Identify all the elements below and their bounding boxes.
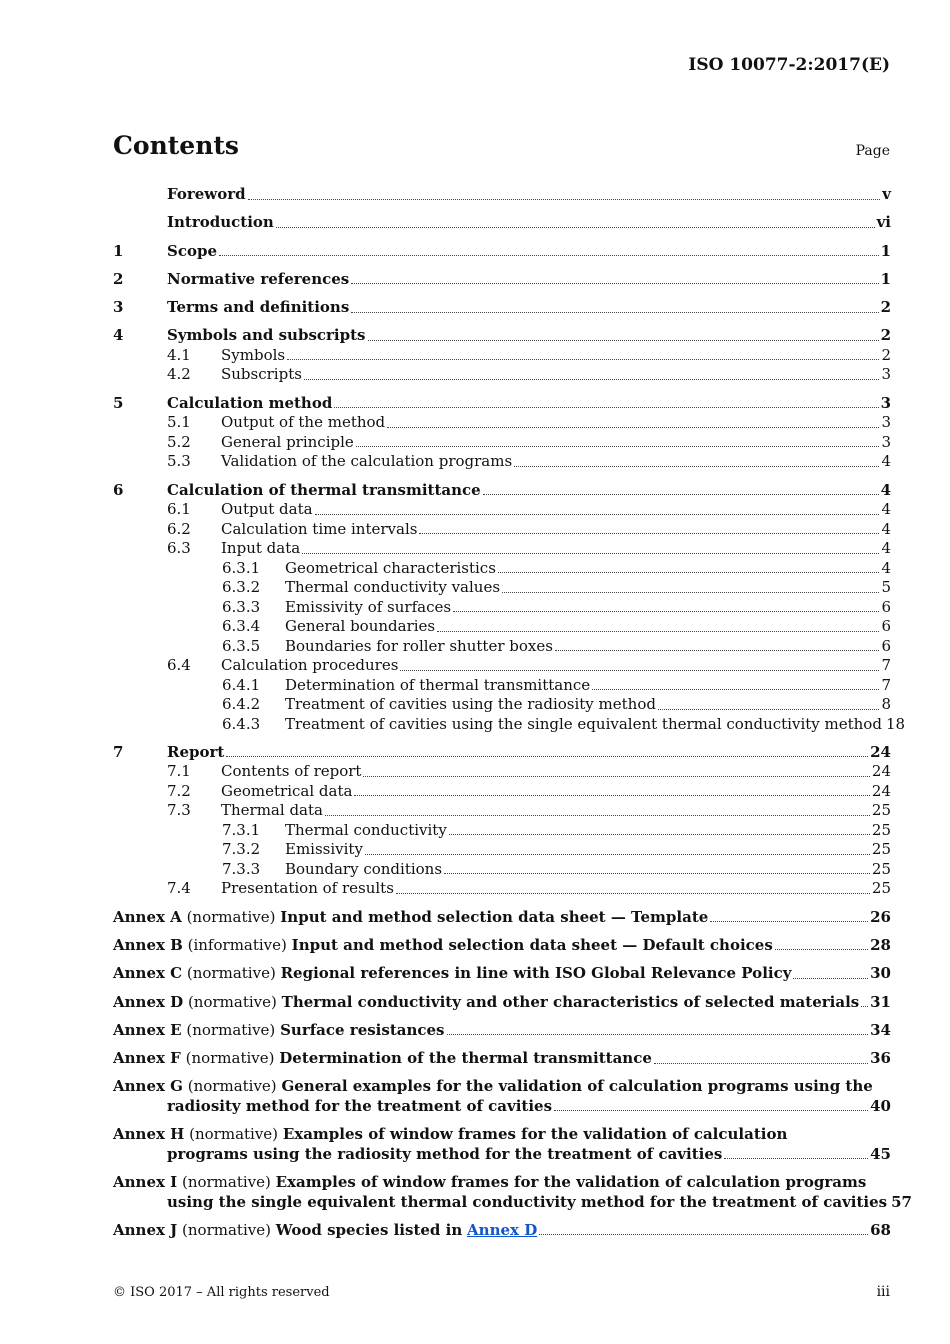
annex-entry[interactable] <box>113 1221 891 1241</box>
dot-leader <box>419 533 879 534</box>
toc-entry-page: 2 <box>880 298 891 317</box>
toc-entry-number: 6.3.1 <box>222 558 261 577</box>
toc-entry-page: 25 <box>871 801 891 820</box>
toc-entry[interactable] <box>113 346 891 366</box>
annex-kind: (normative) <box>189 1125 279 1144</box>
toc-entry-number: 5.2 <box>167 432 191 451</box>
dot-leader <box>502 592 879 593</box>
toc-entry[interactable] <box>113 860 891 880</box>
page-column-label: Page <box>855 143 890 159</box>
toc-entry-title: Contents of report <box>221 762 362 781</box>
toc-entry-number: 4 <box>113 326 124 345</box>
annex-title: General examples for the validation of calculation programs using the <box>281 1077 873 1096</box>
document-reference: ISO 10077-2:2017(E) <box>688 55 890 75</box>
toc-entry-page: 24 <box>870 742 891 761</box>
toc-entry-title: Treatment of cavities using the single equivalent thermal conductivity method <box>285 714 882 733</box>
toc-entry[interactable] <box>113 433 891 453</box>
annex-page: 40 <box>870 1096 891 1115</box>
toc-entry-title: Calculation method <box>167 393 333 412</box>
toc-entry-title: Determination of thermal transmittance <box>285 675 591 694</box>
toc-entry-page: 24 <box>871 762 891 781</box>
toc-entry-title: Calculation time intervals <box>221 519 418 538</box>
dot-leader <box>592 689 879 690</box>
toc-entry-page: 2 <box>880 326 891 345</box>
toc-entry-title: Input data <box>221 539 301 558</box>
annex-page: 68 <box>870 1220 891 1239</box>
toc-entry-number: 5.1 <box>167 413 191 432</box>
dot-leader <box>514 466 879 467</box>
dot-leader <box>447 1034 869 1035</box>
annex-page: 36 <box>870 1049 891 1068</box>
dot-leader <box>396 893 870 894</box>
toc-entry-page: 25 <box>871 840 891 859</box>
dot-leader <box>654 1063 868 1064</box>
annex-label: Annex G <box>113 1077 183 1096</box>
toc-entry-number: 2 <box>113 269 124 288</box>
toc-entry-page: 25 <box>871 859 891 878</box>
annex-entry-line <box>113 993 891 1013</box>
dot-leader <box>315 514 880 515</box>
annex-title-cont-text: using the single equivalent thermal conductivity method for the treatment of cavities <box>167 1192 888 1211</box>
toc-entry-title: Introduction <box>167 213 274 232</box>
toc-entry-page: 6 <box>881 636 891 655</box>
toc-entry-number: 6.4.1 <box>222 675 261 694</box>
toc-entry-number: 5 <box>113 393 124 412</box>
dot-leader <box>775 949 868 950</box>
annex-entry-line <box>113 1049 891 1069</box>
toc-entry[interactable] <box>113 695 891 715</box>
annex-page: 31 <box>870 992 891 1011</box>
toc-entry[interactable] <box>113 242 891 262</box>
toc-entry-number: 6.4.2 <box>222 695 261 714</box>
annex-title: Input and method selection data sheet — Template <box>280 907 709 926</box>
toc-entry[interactable] <box>113 714 906 735</box>
dot-leader <box>334 407 878 408</box>
toc-entry[interactable] <box>113 213 891 233</box>
dot-leader <box>304 379 880 380</box>
toc-entry[interactable] <box>113 298 891 318</box>
annex-label: Annex I <box>113 1173 178 1192</box>
table-of-contents <box>113 185 912 1240</box>
toc-entry[interactable] <box>113 452 891 472</box>
dot-leader <box>710 921 868 922</box>
toc-entry[interactable] <box>113 879 891 899</box>
toc-entry-title: Output of the method <box>221 413 386 432</box>
annex-kind: (normative) <box>187 992 277 1011</box>
toc-entry[interactable] <box>113 578 891 598</box>
annex-page: 28 <box>870 935 891 954</box>
dot-leader <box>400 670 879 671</box>
toc-entry-page: vi <box>876 213 891 232</box>
annex-entry-line <box>113 1173 891 1193</box>
dot-leader <box>351 312 878 313</box>
dot-leader <box>793 978 868 979</box>
toc-entry-title: Calculation procedures <box>221 656 399 675</box>
page-title: Contents <box>113 131 240 160</box>
annex-title-cont-text: programs using the radiosity method for the treatment of cavities <box>167 1144 723 1163</box>
annex-title-continuation <box>113 1192 912 1213</box>
toc-entry-title: Scope <box>167 241 218 260</box>
annex-page: 57 <box>891 1192 912 1211</box>
toc-entry-title: Validation of the calculation programs <box>221 452 513 471</box>
toc-entry-number: 4.2 <box>167 365 191 384</box>
toc-entry-number: 6.4 <box>167 656 191 675</box>
annex-entry[interactable] <box>113 993 891 1013</box>
toc-entry-number: 7.3.2 <box>222 840 261 859</box>
toc-entry-number: 5.3 <box>167 452 191 471</box>
toc-entry-title: Symbols and subscripts <box>167 326 366 345</box>
toc-entry-number: 6.1 <box>167 500 191 519</box>
toc-entry-page: 7 <box>881 656 891 675</box>
copyright-notice: © ISO 2017 – All rights reserved <box>113 1285 330 1300</box>
toc-entry-page: 1 <box>880 269 891 288</box>
annex-label: Annex J <box>113 1220 178 1239</box>
annex-entry-line <box>113 1221 891 1241</box>
dot-leader <box>724 1158 868 1159</box>
annex-entry[interactable] <box>113 936 891 956</box>
toc-entry[interactable] <box>113 185 891 205</box>
dot-leader <box>363 776 869 777</box>
toc-entry[interactable] <box>113 598 891 618</box>
dot-leader <box>554 1110 868 1111</box>
toc-entry-number: 7.3.3 <box>222 859 261 878</box>
annex-kind: (normative) <box>186 964 276 983</box>
annex-entry-line <box>113 1021 891 1041</box>
annex-entry[interactable] <box>113 964 891 984</box>
dot-leader <box>365 854 870 855</box>
dot-leader <box>325 815 870 816</box>
toc-entry[interactable] <box>113 365 891 385</box>
annex-kind: (normative) <box>187 1077 277 1096</box>
toc-entry-page: 3 <box>881 413 891 432</box>
toc-entry-page: 6 <box>881 597 891 616</box>
dot-leader <box>498 572 880 573</box>
annex-title: Input and method selection data sheet — Default choices <box>291 935 773 954</box>
annex-page: 26 <box>870 907 891 926</box>
toc-entry-page: 18 <box>885 714 906 733</box>
dot-leader <box>351 283 878 284</box>
toc-entry-page: 1 <box>880 241 891 260</box>
annex-entry-line <box>113 964 891 984</box>
dot-leader <box>539 1234 868 1235</box>
toc-entry-number: 3 <box>113 298 124 317</box>
toc-entry-title: Boundary conditions <box>285 859 443 878</box>
annex-kind: (normative) <box>186 1020 276 1039</box>
annex-title: Wood species listed in <box>275 1220 463 1239</box>
toc-entry-title: Geometrical characteristics <box>285 558 496 577</box>
toc-entry[interactable] <box>113 801 891 821</box>
annex-kind: (normative) <box>181 1173 271 1192</box>
annex-d-link[interactable]: Annex D <box>467 1220 538 1239</box>
toc-entry-number: 7.1 <box>167 762 191 781</box>
annex-label: Annex F <box>113 1049 181 1068</box>
dot-leader <box>449 834 870 835</box>
toc-entry[interactable] <box>113 559 891 579</box>
toc-entry[interactable] <box>113 821 891 841</box>
toc-entry-title: Terms and definitions <box>167 298 350 317</box>
annex-title: Examples of window frames for the validation of calculation programs <box>275 1173 867 1192</box>
annex-title: Examples of window frames for the validation of calculation <box>282 1125 788 1144</box>
toc-entry-page: 5 <box>881 578 891 597</box>
toc-entry-title: Treatment of cavities using the radiosity method <box>285 695 656 714</box>
dot-leader <box>444 873 870 874</box>
toc-entry[interactable] <box>113 743 891 763</box>
annex-entry[interactable] <box>113 1173 912 1212</box>
dot-leader <box>453 611 879 612</box>
dot-leader <box>354 795 869 796</box>
toc-entry-number: 6.3.5 <box>222 636 261 655</box>
toc-entry-page: 25 <box>871 879 891 898</box>
toc-entry-page: 25 <box>871 820 891 839</box>
toc-entry-title: General principle <box>221 432 354 451</box>
toc-entry-number: 7 <box>113 742 124 761</box>
annex-label: Annex C <box>113 964 183 983</box>
toc-entry[interactable] <box>113 270 891 290</box>
annex-entry-line <box>113 1077 891 1097</box>
toc-entry-number: 6.3 <box>167 539 191 558</box>
toc-entry-title: Emissivity of surfaces <box>285 597 452 616</box>
annex-label: Annex H <box>113 1125 185 1144</box>
toc-entry-title: Report <box>167 742 225 761</box>
annex-entry[interactable] <box>113 1049 891 1069</box>
toc-entry-title: Foreword <box>167 185 246 203</box>
dot-leader <box>483 494 879 495</box>
dot-leader <box>248 199 881 200</box>
annex-entry[interactable] <box>113 1125 891 1164</box>
toc-entry-title: Symbols <box>221 345 286 364</box>
dot-leader <box>387 427 879 428</box>
toc-entry-title: Emissivity <box>285 840 363 859</box>
toc-entry-number: 6.4.3 <box>222 714 261 733</box>
annex-entry[interactable] <box>113 1077 891 1116</box>
toc-entry-title: Thermal conductivity <box>285 820 447 839</box>
toc-entry-title: Thermal conductivity values <box>285 578 501 597</box>
toc-entry-page: 3 <box>880 393 891 412</box>
annex-label: Annex B <box>113 935 183 954</box>
toc-entry[interactable] <box>113 520 891 540</box>
dot-leader <box>658 709 879 710</box>
toc-entry-number: 6 <box>113 480 124 499</box>
toc-entry-title: Normative references <box>167 269 350 288</box>
toc-entry-number: 6.3.3 <box>222 597 261 616</box>
toc-entry-title: Presentation of results <box>221 879 394 898</box>
toc-entry-number: 6.3.4 <box>222 617 261 636</box>
annex-title-cont-text: radiosity method for the treatment of cavities <box>167 1096 553 1115</box>
toc-entry[interactable] <box>113 762 891 782</box>
toc-entry-page: 2 <box>881 345 891 364</box>
toc-entry[interactable] <box>113 676 891 696</box>
dot-leader <box>287 359 879 360</box>
toc-entry-page: 3 <box>881 432 891 451</box>
toc-entry[interactable] <box>113 500 891 520</box>
dot-leader <box>356 446 880 447</box>
dot-leader <box>368 340 879 341</box>
dot-leader <box>219 255 879 256</box>
toc-entry-page: 4 <box>881 519 891 538</box>
toc-entry[interactable] <box>113 782 891 802</box>
toc-entry-page: 4 <box>881 539 891 558</box>
toc-entry-page: 24 <box>871 781 891 800</box>
annex-title: Surface resistances <box>280 1020 445 1039</box>
toc-entry-title: Calculation of thermal transmittance <box>167 480 481 499</box>
annex-page: 34 <box>870 1020 891 1039</box>
toc-entry[interactable] <box>113 326 891 346</box>
toc-entry-number: 7.4 <box>167 879 191 898</box>
annex-entry-line <box>113 936 891 956</box>
toc-entry-page: 8 <box>881 695 891 714</box>
toc-entry[interactable] <box>113 413 891 433</box>
annex-kind: (normative) <box>186 907 276 926</box>
toc-entry-number: 7.3.1 <box>222 820 261 839</box>
annex-title: Determination of the thermal transmittance <box>279 1049 652 1068</box>
dot-leader <box>226 756 868 757</box>
annex-page: 30 <box>870 964 891 983</box>
annex-label: Annex E <box>113 1020 182 1039</box>
dot-leader <box>555 650 880 651</box>
toc-entry-number: 1 <box>113 241 124 260</box>
page-number: iii <box>876 1284 890 1300</box>
toc-entry[interactable] <box>113 481 891 501</box>
dot-leader <box>437 631 879 632</box>
annex-title-continuation <box>113 1145 891 1165</box>
toc-entry-page: v <box>882 185 891 203</box>
annex-page: 45 <box>870 1144 891 1163</box>
annex-entry[interactable] <box>113 908 891 928</box>
toc-entry[interactable] <box>113 617 891 637</box>
annex-title: Regional references in line with ISO Global Relevance Policy <box>280 964 792 983</box>
toc-entry-title: Subscripts <box>221 365 302 384</box>
dot-leader <box>302 553 879 554</box>
toc-entry-number: 4.1 <box>167 345 191 364</box>
toc-entry-page: 6 <box>881 617 891 636</box>
toc-entry-page: 4 <box>881 452 891 471</box>
dot-leader <box>276 227 875 228</box>
annex-entry[interactable] <box>113 1021 891 1041</box>
toc-entry-number: 7.3 <box>167 801 191 820</box>
toc-entry-page: 4 <box>881 500 891 519</box>
toc-entry-title: Output data <box>221 500 313 519</box>
toc-entry-page: 4 <box>880 480 891 499</box>
annex-entry-line <box>113 908 891 928</box>
toc-entry-title: Boundaries for roller shutter boxes <box>285 636 553 655</box>
toc-entry-number: 7.2 <box>167 781 191 800</box>
annex-kind: (informative) <box>187 935 287 954</box>
annex-label: Annex A <box>113 907 182 926</box>
annex-title-continuation <box>113 1097 891 1117</box>
toc-entry-page: 3 <box>881 365 891 384</box>
annex-kind: (normative) <box>185 1049 275 1068</box>
toc-entry-number: 6.2 <box>167 519 191 538</box>
toc-entry-page: 4 <box>881 558 891 577</box>
toc-entry-title: Thermal data <box>221 801 323 820</box>
toc-entry[interactable] <box>113 539 891 559</box>
toc-entry-title: Geometrical data <box>221 781 353 800</box>
toc-entry[interactable] <box>113 840 891 860</box>
toc-entry[interactable] <box>113 394 891 414</box>
dot-leader <box>861 1006 868 1007</box>
toc-entry[interactable] <box>113 637 891 657</box>
toc-entry-page: 7 <box>881 675 891 694</box>
annex-title: Thermal conductivity and other characteristics of selected materials <box>281 992 860 1011</box>
annex-entry-line <box>113 1125 891 1145</box>
toc-entry-number: 6.3.2 <box>222 578 261 597</box>
toc-entry[interactable] <box>113 656 891 676</box>
annex-label: Annex D <box>113 992 184 1011</box>
annex-kind: (normative) <box>182 1220 271 1239</box>
toc-entry-title: General boundaries <box>285 617 436 636</box>
